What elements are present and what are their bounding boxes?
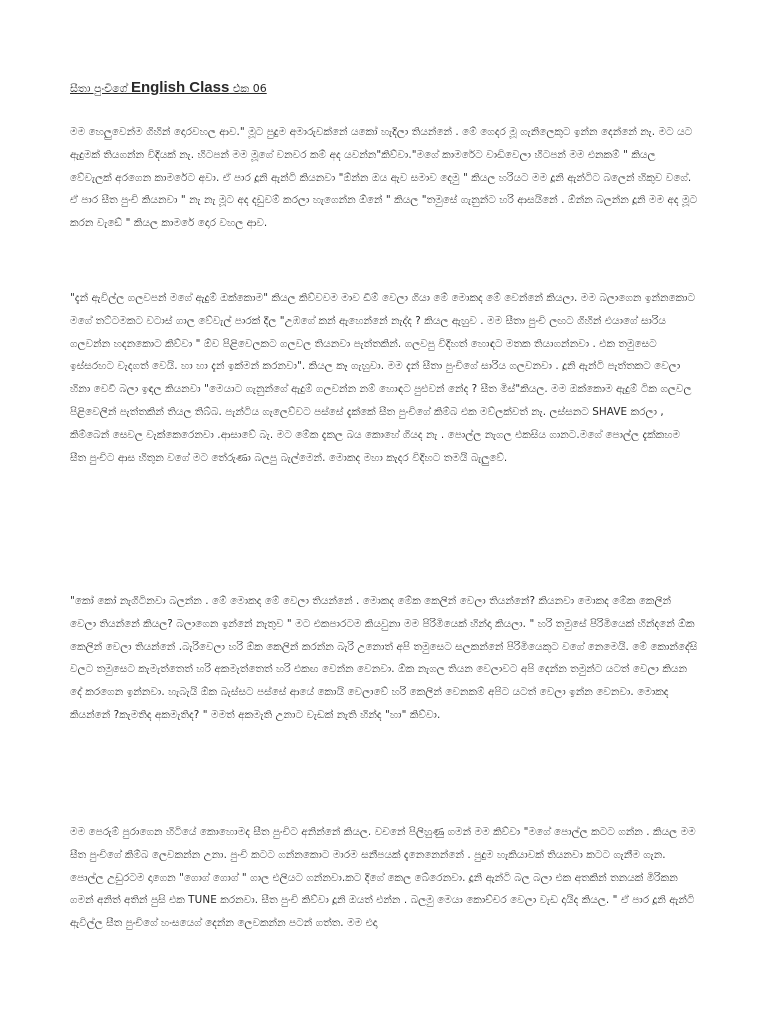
document-title — [70, 80, 710, 97]
title-suffix: එක 06 — [229, 82, 267, 95]
title-main: English Class — [130, 79, 230, 96]
title-prefix: සීතා පුංචිගේ — [70, 82, 131, 95]
paragraph-3: "කෝ කෝ නැගිටිනවා බලන්න . මේ මොකද මේ වෙලා තියන්නේ . මොකද මේක කෙලින් වෙලා තියන්නේ? කියනවා මොකද මේක කෙලින් වෙලා තියන්නේ කියල? බලාගෙන ඉන්නේ නැතුව " මට එකපාරටම කියවුනා මම පිරිමියෙක් හින්දා කියලා. " හරි තමුසේ පිරිමියෙක් හින්දනේ ඕක කෙලින් වෙලා තියන්නේ .බැරිවෙලා හරි ඕක කෙලින් කරන්න බැරි උනොත් අපි තමුසෙට සලකන්නේ පිරිමියෙකුට වගේ නෙමෙයි. මේ කොන්දේසි වලට තමුසෙට කැමැත්තෙත් හරි අකමැත්තෙත් හරි එකඟ වෙන්න වෙනවා. ඕක නැගල තියන වෙලාවට අපි දෙන්න තමුන්ට යටත් වෙලා කියන දේ කරගෙන ඉන්නවා. හැබැයි ඕක බැස්සට පස්සේ ආයේ කොයි වෙලාවේ හරි කෙලින් වෙනකම් අපිට යටත් වෙලා ඉන්න වෙනවා. මොකද කියන්නේ ?කැමතිද අකමැතිද? " මමත් අකමැති උනාට වැඩක් නැති හින්ද "හා" කිව්වා. — [70, 595, 698, 721]
paragraph-4: මම පෙරුම් පුරාගෙන හිටියේ කොහොමද සීත පුංචිට අනින්නේ කියල. වචනේ පිලිහුණු ගමන් මම කිව්වා "මගේ පොල්ල කටට ගන්න . කියල මම සීත පුංචිගේ කිම්බ ලෙවකන්න උනා. පුංචි කටට ගන්නකොට මාරම සනීපයක් දැනෙනෙන්නේ . පුදුම හැකියාවක් තියනවා කටට ගැනීම ගැන. පොල්ල උඩුරටම දාගෙන "ගොග් ගොග් " ගාල එලියට ගන්නවා.කට දිගේ කෙල බේරෙනවා. දූනි ඇන්ටි බල බලා එක අතකින් තනයක් මිරිකන ගමන් අනිත් අතින් පුසි එක TUNE කරනවා. සීත පුංචි කිව්වා දූනි ඔයත් එන්න . බලමු මෙයා කොච්චර වෙලා වැඩ දායිද කියල. " ඒ පාර දූනි ඇන්ටි ඇවිල්ල සීත පුංචිගේ හංසයෙග් දෙන්න ලෙවකන්න පටන් ගත්ත. මම එදා — [70, 826, 696, 930]
paragraph-2: "දැන් ඇවිල්ල ගලවපන් මගේ ඇදුම් ඔක්කොම" කියල කිව්වවම මාව ඩීම් වෙලා ගියා මේ මොකද මේ වෙන්නේ කියලා. මම බලාගෙන ඉන්නකොට මගේ තට්ටමකට වටාස් ගාල වේවැල් පාරක් දීල "උඹගේ කන් ඇහෙන්නේ නැද්ද ? කියල ඇහුව . මම සීතා පුංචි ලඟට ගිහින් එයාගේ සාරිය ගලවන්න හදනකොට කිව්වා " ඕව පිළිවෙලකට ගලවල තියනවා පැත්තකින්. ගලවපු විදිහත් හොඳට මතක තියාගන්නවා . එක තමුසෙට ඉස්සරහට වැදගත් වෙයි. හා හා දැන් ඉක්මන් කරනවා". කියල කෑ ගැහුවා. මම දැන් සීතා පුංචිගේ සාරිය ගලවනවා . දූනි ඇන්ටි පැත්තකට වෙලා හිනා වෙවී බලා ඉඳල කියනවා "මෙයාට ගැනුන්ගේ ඇදුම් ගලවන්න නම් හොඳට පුළුවන් නේද ? සීත මිස්"කියල. මම ඔක්කොම ඇදුම් ටික ගලවල පිළිවෙලින් පැත්තකින් තියල තිබ්බ. පැන්ටිය ගැලෙව්වට පස්සේ දැක්කේ සීත පුංචිගේ කිම්බ එක මව්ලක්වත් නැ. ලස්සනට SHAVE කරලා , කිම්බෙන් සෙවල වැක්කෙරෙනවා .ආසාවේ බැ. මට මේක දැකල බය කොහේ ගියද නැ . පොල්ල නැගල එකසිය ගානට.මගේ පොල්ල දැක්කහම සීත පුංචිට ආස හිතුන වගේ මට තේරුණා බලපු බැල්මෙන්. මොකද මහා කැදර විදිහට තමයි බැලුවේ. — [70, 292, 696, 464]
paragraph-1: මම හෙලුවෙන්ම ගිහින් දොරවහල ආව." මූට පුදුම අමාරුවක්නේ යකෝ හැදිලා තියන්නේ . මේ ගෙදර මූ ගැනිලෙකුට ඉන්න දෙන්නේ නැ. මට යට ඇදුමක් තියගන්න විදියක් නැ. හිටපන් මම මූගේ වනවර කම් අද යවන්න"කිව්වා."මගේ කාමරේට වාඩිවෙලා හිටපන් මම එනකම් " කියල වේවැලක් අරගෙන කාමරේට අවා. ඒ පාර දූනි ඇන්ටි කියනවා "ඕන්න ඔය ඇව සමාව දෙමු " කියල හරියට මම දූනි ඇන්ටිට බලෙන් හිකුව වගේ. ඒ පාර සීත පුංචි කියනවා " නැ නැ මූට අද දඩුවම් කරලා හැගෙන්න ඕනේ " කියල "තමුසේ ගැනුන්ට හරි ආසයිනේ . ඕන්න බලන්න දූනි මම අද මූට කරන වැඩේ " කියල කාමරේ දොර වහල ආව. — [70, 126, 698, 230]
